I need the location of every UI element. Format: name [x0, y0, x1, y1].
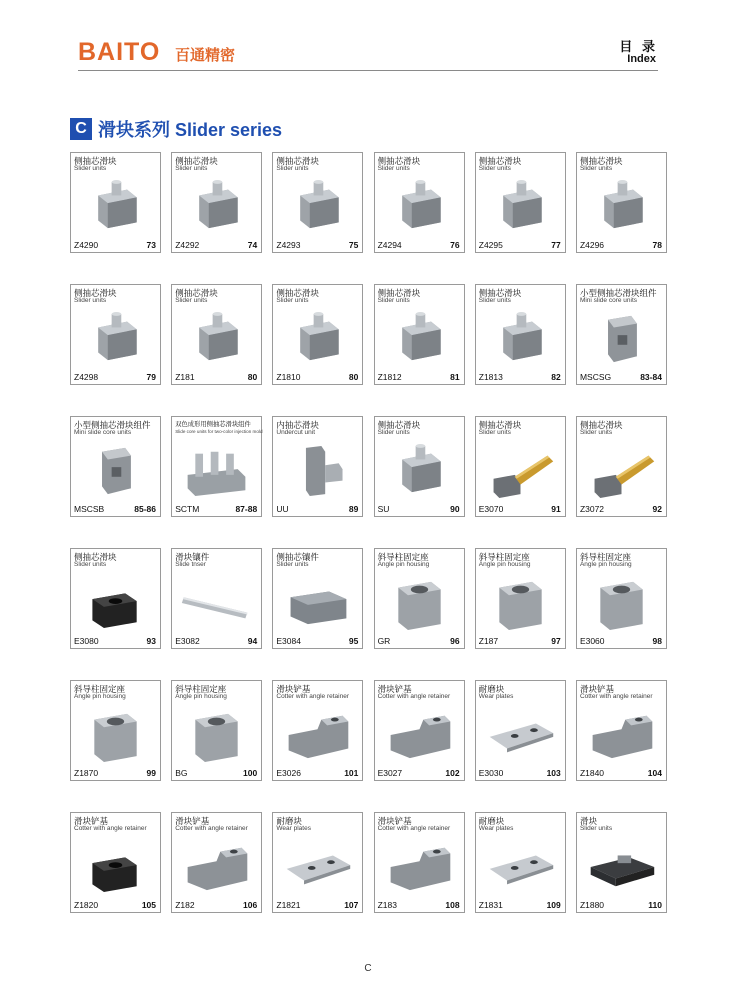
product-page-number: 108: [445, 900, 460, 910]
product-name-cn: 滑块铲基: [377, 684, 412, 694]
product-card[interactable]: [272, 416, 363, 517]
product-card[interactable]: [374, 416, 465, 517]
product-card[interactable]: [475, 152, 566, 253]
two-color-slide-icon: [178, 441, 255, 501]
product-card[interactable]: [475, 284, 566, 385]
product-code: E3060: [579, 636, 605, 646]
product-page-number: 83-84: [640, 372, 662, 382]
product-code: SU: [377, 504, 390, 514]
product-name-en: Slider units: [377, 429, 410, 436]
product-page-number: 94: [247, 636, 258, 646]
product-name-cn: 侧抽芯滑块: [579, 156, 623, 166]
product-code: BG: [175, 768, 188, 778]
slider-unit-icon: [381, 309, 458, 369]
slider-unit-icon: [178, 177, 255, 237]
product-code: Z4294: [377, 240, 402, 250]
product-name-cn: 侧抽芯镶件: [276, 552, 319, 562]
product-code: Z1880: [579, 900, 605, 910]
product-code: Z4293: [276, 240, 301, 250]
product-card[interactable]: [374, 812, 465, 913]
page-header: [0, 0, 736, 78]
product-name-cn: 侧抽芯滑块: [478, 420, 522, 430]
product-name-en: Wear plates: [276, 825, 311, 832]
page-number: C: [364, 963, 372, 974]
product-card[interactable]: [576, 416, 667, 517]
product-page-number: 76: [450, 240, 460, 250]
product-code: Z4290: [74, 240, 99, 250]
product-name-en: Cotter with angle retainer: [377, 693, 451, 700]
product-page-number: 79: [146, 372, 156, 382]
product-name-cn: 斜导柱固定座: [579, 552, 631, 562]
product-card[interactable]: [70, 812, 161, 913]
product-code: E3026: [276, 768, 301, 778]
product-name-en: Angle pin housing: [377, 561, 430, 568]
wear-plate-icon: [482, 837, 559, 897]
product-code: E3082: [175, 636, 200, 646]
product-name-cn: 侧抽芯滑块: [478, 288, 522, 298]
product-name-cn: 侧抽芯滑块: [74, 288, 117, 298]
product-name-en: Slider units: [74, 297, 107, 304]
product-name-en: Slider units: [175, 165, 208, 172]
angle-pin-housing-icon: [381, 573, 458, 633]
product-code: SCTM: [175, 504, 200, 514]
product-card[interactable]: [171, 152, 262, 253]
product-card[interactable]: [272, 680, 363, 781]
product-name-cn: 滑块铲基: [74, 816, 109, 826]
product-name-cn: 斜导柱固定座: [478, 552, 530, 562]
product-name-en: Slider units: [276, 165, 309, 172]
product-card[interactable]: [272, 284, 363, 385]
section-heading: [70, 116, 282, 142]
product-name-cn: 侧抽芯滑块: [175, 288, 218, 298]
product-code: E3027: [377, 768, 403, 778]
angle-pin-housing-icon: [482, 573, 559, 633]
product-code: Z1820: [74, 900, 99, 910]
product-name-en: Mini slide core units: [74, 429, 132, 436]
cotter-retainer-icon: [381, 837, 458, 897]
product-name-cn: 小型侧抽芯滑块组件: [579, 288, 657, 298]
product-code: Z3072: [579, 504, 605, 514]
product-page-number: 74: [247, 240, 258, 250]
product-name-cn: 侧抽芯滑块: [276, 156, 319, 166]
brass-slider-icon: [583, 441, 660, 501]
product-name-cn: 侧抽芯滑块: [377, 156, 421, 166]
product-name-en: Slider units: [276, 561, 309, 568]
product-name-en: Undercut unit: [276, 429, 316, 436]
product-card[interactable]: [171, 680, 262, 781]
black-slider-icon: [77, 837, 154, 897]
product-page-number: 81: [450, 372, 460, 382]
brass-slider-icon: [482, 441, 559, 501]
product-card[interactable]: [374, 152, 465, 253]
product-page-number: 77: [551, 240, 561, 250]
product-page-number: 91: [551, 504, 561, 514]
product-name-en: Slider units: [579, 165, 613, 172]
block-insert-icon: [279, 573, 356, 633]
product-name-cn: 滑块铲基: [175, 816, 210, 826]
product-page-number: 93: [146, 636, 156, 646]
product-page-number: 99: [146, 768, 156, 778]
product-code: Z1810: [276, 372, 301, 382]
product-name-en: Angle pin housing: [579, 561, 632, 568]
product-card[interactable]: [475, 416, 566, 517]
product-name-en: Slider units: [579, 429, 613, 436]
product-name-cn: 内抽芯滑块: [276, 420, 319, 430]
product-code: Z1812: [377, 372, 402, 382]
product-code: E3084: [276, 636, 301, 646]
product-name-en: Slider units: [478, 165, 511, 172]
product-card[interactable]: [374, 680, 465, 781]
product-page-number: 104: [647, 768, 662, 778]
product-code: Z1813: [478, 372, 503, 382]
product-name-cn: 侧抽芯滑块: [579, 420, 623, 430]
product-name-cn: 侧抽芯滑块: [276, 288, 319, 298]
product-page-number: 103: [546, 768, 561, 778]
product-name-cn: 侧抽芯滑块: [74, 552, 117, 562]
wear-plate-icon: [279, 837, 356, 897]
product-page-number: 75: [348, 240, 359, 250]
slider-unit-icon: [178, 309, 255, 369]
product-card[interactable]: [475, 680, 566, 781]
slider-unit-icon: [279, 309, 356, 369]
product-name-cn: 侧抽芯滑块: [377, 420, 421, 430]
product-name-cn: 斜导柱固定座: [377, 552, 429, 562]
product-code: Z1831: [478, 900, 503, 910]
cotter-retainer-icon: [178, 837, 255, 897]
slider-assembly-icon: [583, 837, 660, 897]
product-name-en: Wear plates: [478, 825, 514, 832]
angle-pin-housing-icon: [77, 705, 154, 765]
product-name-cn: 耐磨块: [478, 816, 505, 826]
product-page-number: 98: [652, 636, 662, 646]
product-page-number: 107: [344, 900, 359, 910]
product-name-en: Cotter with angle retainer: [175, 825, 248, 832]
product-name-cn: 双色成形用侧抽芯滑块组件: [175, 421, 251, 428]
product-page-number: 89: [348, 504, 359, 514]
slider-unit-icon: [279, 177, 356, 237]
angle-pin-housing-icon: [583, 573, 660, 633]
product-code: Z1821: [276, 900, 301, 910]
product-card[interactable]: [272, 812, 363, 913]
product-page-number: 92: [652, 504, 662, 514]
product-code: MSCSB: [74, 504, 105, 514]
product-page-number: 105: [141, 900, 156, 910]
product-card[interactable]: [171, 812, 262, 913]
cotter-retainer-icon: [381, 705, 458, 765]
product-card[interactable]: [171, 284, 262, 385]
undercut-unit-icon: [279, 441, 356, 501]
index-title-en: Index: [627, 53, 656, 65]
product-page-number: 109: [546, 900, 561, 910]
mini-slide-core-icon: [583, 309, 660, 369]
product-page-number: 110: [648, 900, 662, 910]
product-card[interactable]: [272, 152, 363, 253]
product-page-number: 102: [445, 768, 460, 778]
product-name-cn: 耐磨块: [478, 684, 505, 694]
product-name-cn: 侧抽芯滑块: [74, 156, 117, 166]
cotter-retainer-icon: [583, 705, 660, 765]
product-name-en: Slide tnser: [175, 561, 206, 568]
product-card[interactable]: [576, 812, 667, 913]
product-name-en: Cotter with angle retainer: [377, 825, 451, 832]
product-code: UU: [276, 504, 289, 514]
product-code: E3030: [478, 768, 504, 778]
slider-unit-icon: [482, 309, 559, 369]
product-name-en: Slider units: [377, 165, 410, 172]
product-name-cn: 小型侧抽芯滑块组件: [74, 420, 151, 430]
product-name-en: Slider units: [74, 561, 107, 568]
product-card[interactable]: [374, 284, 465, 385]
section-letter-badge: C: [70, 118, 92, 140]
product-name-en: Slider units: [478, 429, 511, 436]
product-name-en: Angle pin housing: [74, 693, 126, 700]
product-name-en: Slider units: [377, 297, 410, 304]
slider-unit-icon: [77, 177, 154, 237]
product-code: Z182: [175, 900, 195, 910]
product-code: Z1840: [579, 768, 605, 778]
product-card[interactable]: [171, 416, 262, 517]
product-code: MSCSG: [579, 372, 612, 382]
angle-pin-housing-icon: [178, 705, 255, 765]
product-code: E3080: [74, 636, 99, 646]
cotter-retainer-icon: [279, 705, 356, 765]
product-name-cn: 耐磨块: [276, 816, 302, 826]
product-code: Z4295: [478, 240, 503, 250]
product-card[interactable]: [576, 548, 667, 649]
black-slider-icon: [77, 573, 154, 633]
product-card[interactable]: [576, 680, 667, 781]
product-code: Z4292: [175, 240, 200, 250]
product-name-en: Slider units: [175, 297, 208, 304]
product-name-en: Slider units: [579, 825, 613, 832]
product-code: Z4298: [74, 372, 99, 382]
product-name-en: Slider units: [74, 165, 107, 172]
product-name-cn: 侧抽芯滑块: [175, 156, 218, 166]
slider-unit-icon: [583, 177, 660, 237]
product-card[interactable]: [70, 416, 161, 517]
product-name-cn: 侧抽芯滑块: [377, 288, 421, 298]
product-code: Z4296: [579, 240, 605, 250]
slider-unit-icon: [77, 309, 154, 369]
product-code: Z187: [478, 636, 499, 646]
product-page-number: 96: [450, 636, 460, 646]
product-page-number: 85-86: [134, 504, 156, 514]
product-page-number: 80: [247, 372, 258, 382]
product-name-en: Angle pin housing: [175, 693, 227, 700]
product-page-number: 101: [344, 768, 359, 778]
product-card[interactable]: [576, 152, 667, 253]
slider-unit-icon: [381, 177, 458, 237]
product-page-number: 100: [243, 768, 258, 778]
product-card[interactable]: [70, 152, 161, 253]
brand-chinese-name: 百通精密: [175, 47, 236, 64]
product-code: E3070: [478, 504, 504, 514]
product-page-number: 87-88: [235, 504, 258, 514]
product-name-en: Slider units: [276, 297, 309, 304]
header-divider: [78, 70, 658, 71]
product-card[interactable]: [475, 548, 566, 649]
product-card[interactable]: [70, 680, 161, 781]
product-page-number: 90: [450, 504, 460, 514]
slider-unit-icon: [381, 441, 458, 501]
product-name-en: Cotter with angle retainer: [579, 693, 653, 700]
product-card[interactable]: [272, 548, 363, 649]
product-card[interactable]: [171, 548, 262, 649]
product-name-cn: 滑块铲基: [276, 684, 311, 694]
product-name-cn: 滑块铲基: [579, 684, 614, 694]
wear-plate-icon: [482, 705, 559, 765]
product-code: Z1870: [74, 768, 99, 778]
product-card[interactable]: [576, 284, 667, 385]
product-name-cn: 滑块镶件: [175, 552, 210, 562]
product-page-number: 95: [348, 636, 359, 646]
index-title-cn: 目 录: [619, 39, 658, 54]
section-title: 滑块系列 Slider series: [98, 120, 283, 140]
brand-logo-text: BAITO: [78, 38, 161, 66]
product-code: GR: [377, 636, 391, 646]
product-name-en: Slide core units for two-color injection mold: [175, 429, 263, 434]
product-name-cn: 滑块铲基: [377, 816, 412, 826]
product-card[interactable]: [475, 812, 566, 913]
product-name-en: Angle pin housing: [478, 561, 531, 568]
product-name-en: Wear plates: [478, 693, 514, 700]
product-code: Z183: [377, 900, 397, 910]
product-name-en: Cotter with angle retainer: [74, 825, 147, 832]
product-page-number: 78: [652, 240, 662, 250]
product-name-en: Slider units: [478, 297, 511, 304]
product-name-en: Mini slide core units: [579, 297, 638, 304]
product-page-number: 82: [551, 372, 561, 382]
product-code: Z181: [175, 372, 195, 382]
product-page-number: 80: [348, 372, 359, 382]
product-name-cn: 侧抽芯滑块: [478, 156, 522, 166]
product-name-cn: 滑块: [579, 816, 597, 826]
product-name-en: Cotter with angle retainer: [276, 693, 349, 700]
slider-unit-icon: [482, 177, 559, 237]
product-card[interactable]: [70, 284, 161, 385]
mini-slide-core-icon: [77, 441, 154, 501]
product-name-cn: 斜导柱固定座: [175, 684, 227, 694]
pin-rod-icon: [178, 573, 255, 633]
product-grid: [70, 152, 667, 913]
product-page-number: 106: [243, 900, 258, 910]
product-card[interactable]: [70, 548, 161, 649]
product-name-cn: 斜导柱固定座: [74, 684, 126, 694]
product-page-number: 97: [551, 636, 561, 646]
product-page-number: 73: [146, 240, 156, 250]
product-card[interactable]: [374, 548, 465, 649]
